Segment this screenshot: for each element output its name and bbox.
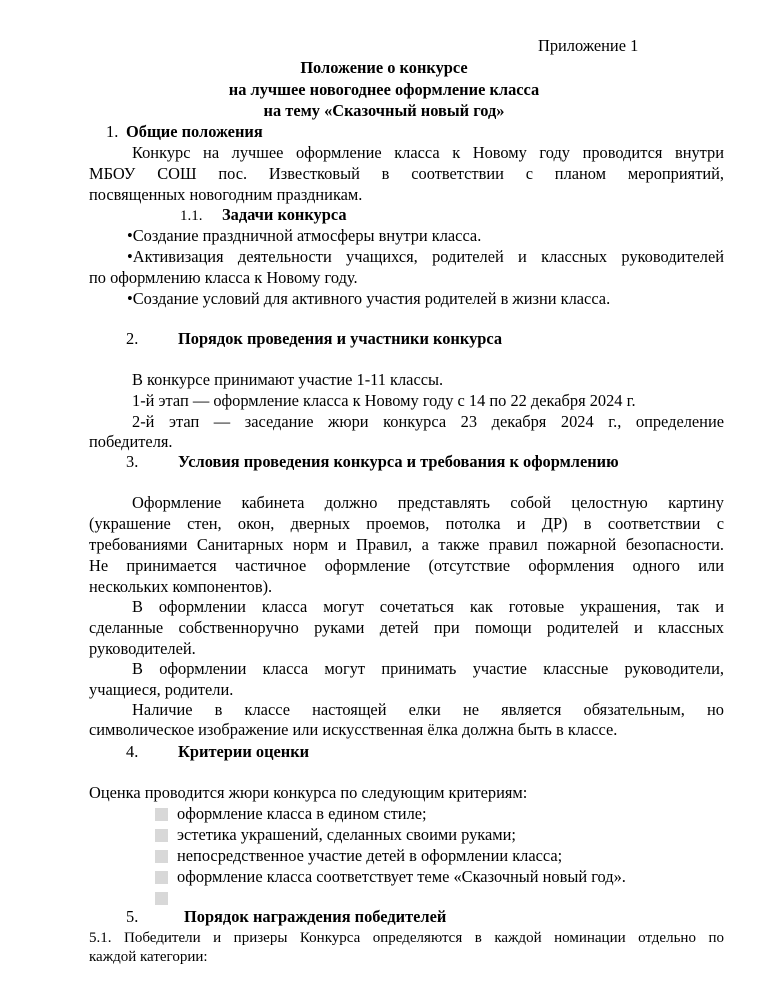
section-3-text-line: символическое изображение или искусственная ёлка должна быть в классе. — [89, 720, 618, 739]
section-3-text-line: Не принимается частичное оформление (отсутствие оформления одного или — [89, 556, 724, 575]
criteria-marker-icon — [155, 829, 168, 842]
section-1-text-line: посвященных новогодним праздникам. — [89, 185, 363, 204]
title-line-1: Положение о конкурсе — [300, 58, 468, 77]
section-3-heading: Условия проведения конкурса и требования к оформлению — [178, 452, 619, 471]
title-line-3: на тему «Сказочный новый год» — [263, 101, 505, 120]
section-1-number: 1. — [106, 122, 119, 141]
criteria-marker-icon — [155, 808, 168, 821]
task-bullet: •Активизация деятельности учащихся, родителей и классных руководителей — [127, 247, 724, 266]
criteria-item: непосредственное участие детей в оформлении класса; — [177, 846, 563, 865]
task-bullet: •Создание условий для активного участия родителей в жизни класса. — [127, 289, 611, 308]
section-1-text-line: Конкурс на лучшее оформление класса к Новому году проводится внутри — [132, 143, 724, 162]
section-3-text-line: учащиеся, родители. — [89, 680, 234, 699]
section-3-text-line: В оформлении класса могут сочетаться как готовые украшения, так и — [132, 597, 724, 616]
section-3-text-line: требованиями Санитарных норм и Правил, а также правил пожарной безопасности. — [89, 535, 724, 554]
section-5-heading: Порядок награждения победителей — [184, 907, 447, 926]
section-3-text-line: руководителей. — [89, 639, 196, 658]
section-2-text-line: 1-й этап — оформление класса к Новому году с 14 по 22 декабря 2024 г. — [132, 391, 636, 410]
section-3-text-line: (украшение стен, окон, дверных проемов, потолка и ДР) в соответствии с — [89, 514, 724, 533]
section-4-intro: Оценка проводится жюри конкурса по следующим критериям: — [89, 783, 528, 802]
criteria-item: эстетика украшений, сделанных своими руками; — [177, 825, 516, 844]
appendix-label: Приложение 1 — [538, 36, 639, 55]
section-3-text-line: Оформление кабинета должно представлять собой целостную картину — [132, 493, 724, 512]
section-1-text-line: МБОУ СОШ пос. Известковый в соответствии с планом мероприятий, — [89, 164, 724, 183]
criteria-marker-icon — [155, 892, 168, 905]
criteria-item: оформление класса соответствует теме «Сказочный новый год». — [177, 867, 626, 886]
section-4-heading: Критерии оценки — [178, 742, 310, 761]
task-bullet: •Создание праздничной атмосферы внутри класса. — [127, 226, 482, 245]
section-2-number: 2. — [126, 329, 139, 348]
section-3-text-line: В оформлении класса могут принимать участие классные руководители, — [132, 659, 724, 678]
section-2-heading: Порядок проведения и участники конкурса — [178, 329, 503, 348]
section-5-number: 5. — [126, 907, 139, 926]
criteria-item: оформление класса в едином стиле; — [177, 804, 427, 823]
section-4-number: 4. — [126, 742, 139, 761]
section-3-text-line: Наличие в классе настоящей елки не является обязательным, но — [132, 700, 724, 719]
section-3-number: 3. — [126, 452, 139, 471]
subsection-1-1-heading: Задачи конкурса — [222, 205, 347, 224]
criteria-marker-icon — [155, 871, 168, 884]
section-1-heading: Общие положения — [126, 122, 263, 141]
section-2-text-line: В конкурсе принимают участие 1-11 классы. — [132, 370, 444, 389]
section-3-text-line: сделанные собственноручно руками детей при помощи родителей и классных — [89, 618, 724, 637]
task-bullet-continuation: по оформлению класса к Новому году. — [89, 268, 358, 287]
subsection-1-1-number: 1.1. — [180, 208, 203, 224]
section-3-text-line: нескольких компонентов). — [89, 577, 273, 596]
section-2-text-line: победителя. — [89, 432, 173, 451]
section-5-text-line: каждой категории: — [89, 949, 208, 965]
title-line-2: на лучшее новогоднее оформление класса — [228, 80, 540, 99]
criteria-marker-icon — [155, 850, 168, 863]
section-5-text-line: 5.1. Победители и призеры Конкурса определяются в каждой номинации отдельно по — [89, 930, 724, 946]
section-2-text-line: 2-й этап — заседание жюри конкурса 23 декабря 2024 г., определение — [132, 412, 724, 431]
